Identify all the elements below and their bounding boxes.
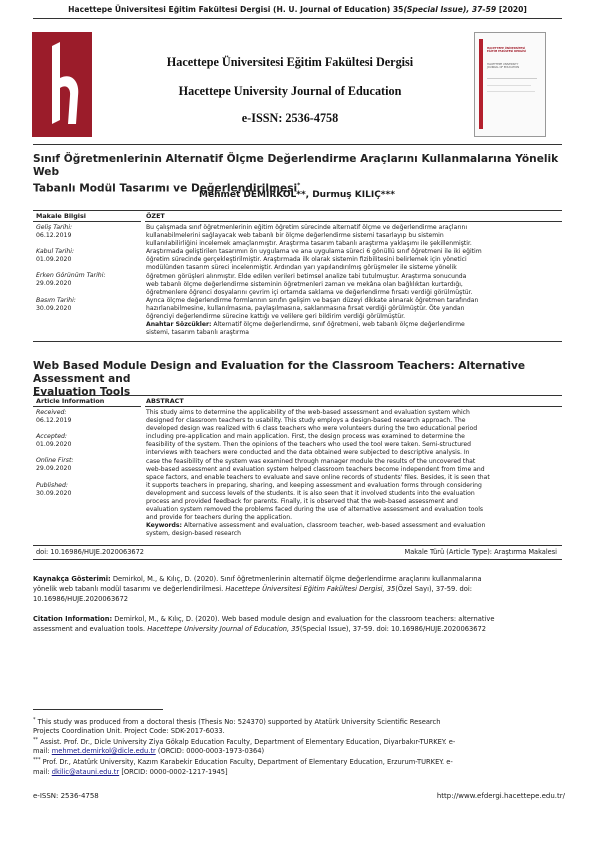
tr-abstract-line: öğretmenlere öğrenci dosyalarını çevrim içi ortamda saklama ve değerlendirme fırsatı verdiği görülmüştür. (146, 288, 473, 296)
en-accepted-label: Accepted: (36, 433, 68, 441)
footer-eissn: e-ISSN: 2536-4758 (33, 792, 99, 800)
tr-received-date: 06.12.2019 (36, 232, 72, 240)
journal-eissn: e-ISSN: 2536-4758 (241, 111, 339, 125)
tr-abstract-line: kullanabilmelerini sağlayacak web tabanlı bir ölçme değerlendirme sistemi tasarlayıp bu sistemin (146, 232, 444, 240)
en-abstract-rule (145, 406, 562, 407)
en-abstract-line: feasibility of the system. Then the opinions of the teachers who used the tool were taken. Semi-structured (146, 441, 472, 449)
en-abstract-line: it supports teachers in preparing, sharing, and keeping assessment and evaluation forms through considering (146, 481, 482, 489)
tr-dates (36, 224, 140, 313)
tr-abstract-line: öğrenciyi değerlendirme sürecine kattığı ve velilere geri bildirim verdiği görülmüştür. (146, 313, 406, 321)
article-title-en (33, 360, 561, 399)
article-title-tr-line2: Tabanlı Modül Tasarımı ve Değerlendirilmesi (33, 182, 298, 195)
tr-abstract-line: Ayrıca ölçme değerlendirme formlarının sınıfın gelişim ve başarı düzeyi dikkate alınarak öğretmen tarafından (146, 296, 479, 304)
tr-online-label: Erken Görünüm Tarihi: (36, 272, 106, 280)
article-type: Makale Türü (Article Type): Araştırma Makalesi (404, 548, 557, 556)
running-header-year: [2020] (498, 5, 527, 14)
tr-abstract-line: web tabanlı ölçme değerlendirme sisteminin öğretmenleri zaman ve mekâna olan bağlılıktan kurtardığı, (146, 280, 463, 288)
citation-tr-line2a: yönelik web tabanlı modül tasarımı ve değerlendirilmesi. (33, 585, 224, 593)
citation-tr-line1: Demirkol, M., & Kılıç, D. (2020). Sınıf öğretmenlerinin alternatif ölçme değerlendirme araçlarını kullanmalarına (112, 575, 482, 583)
en-abstract-line: space factors, and enable teachers to evaluate and save online records of students' files. Besides, it is seen that (146, 473, 490, 481)
tr-abstract-line: öğretmen görüşleri alınmıştır. Elde edilen verileri betimsel analize tabi tutulmuştur. Araştırma sonucunda (146, 272, 467, 280)
citation-tr-line2c: (Özel Sayı), 37-59. doi: (395, 585, 472, 593)
footnote2-orcid: (ORCID: 0000-0003-1973-0364) (157, 747, 265, 756)
footnote3-mail-prefix: mail: (33, 767, 50, 776)
university-logo (32, 32, 92, 137)
author1-email-link[interactable]: mehmet.demirkol@dicle.edu.tr (51, 747, 156, 756)
en-abstract-line: This study aims to determine the applicability of the web-based assessment and evaluation system which (146, 409, 470, 416)
en-dates (36, 409, 140, 498)
tr-abstract-line: modülünden tasarım süreci incelenmiştir. Ardından yarı yapılandırılmış görüşmeler ile sisteme yönelik (146, 264, 457, 272)
en-abstract-body (146, 409, 561, 539)
tr-keywords-label: Anahtar Sözcükler: (146, 321, 212, 329)
tr-published-date: 30.09.2020 (36, 304, 72, 312)
en-received-label: Received: (36, 409, 67, 416)
footnote2-line1: Assist. Prof. Dr., Dicle University Ziya Gökalp Education Faculty, Department of Elementary Education, Diyarbakır-TURKEY. e- (40, 738, 456, 747)
footnote1-line2: Projects Coordination Unit. Project Code: SDK-2017-6033. (33, 727, 225, 736)
tr-info-heading: Makale Bilgisi (36, 212, 86, 220)
en-keywords-line2: system, design-based research (146, 530, 242, 538)
en-abstract-line: evaluation system removed the problems faced during the use of alternative assessment and evaluation tools (146, 506, 484, 514)
footnote1-mark: * (33, 717, 36, 723)
tr-abstract-line: Araştırmada geliştirilen tasarımın ön uygulama ve ana uygulama süreci 6 gönüllü sınıf öğretmeni ile iki eğitim (146, 248, 482, 256)
en-abstract-line: designed for classroom teachers to usability. This study employs a design-based research approach. The (146, 417, 466, 425)
en-online-date: 29.09.2020 (36, 465, 72, 473)
doi-bottom-rule (33, 559, 562, 560)
en-block-top-rule (33, 395, 562, 396)
en-published-label: Published: (36, 481, 68, 489)
tr-accepted-label: Kabul Tarihi: (36, 248, 75, 256)
en-info-heading: Article Information (36, 397, 105, 405)
running-header (40, 5, 555, 14)
en-accepted-date: 01.09.2020 (36, 441, 72, 449)
article-title-tr-line1: Sınıf Öğretmenlerinin Alternatif Ölçme Değerlendirme Araçlarını Kullanmalarına Yönelik Web (33, 153, 559, 178)
footer-url[interactable]: http://www.efdergi.hacettepe.edu.tr/ (436, 792, 565, 800)
journal-title-en: Hacettepe University Journal of Education (178, 84, 402, 98)
tr-keywords-line2: sistemi, tasarım tabanlı araştırma (146, 329, 249, 337)
running-header-special: (Special Issue), 37-59 (403, 5, 497, 14)
tr-block-bottom-rule (33, 341, 562, 342)
en-keywords-line1: Alternative assessment and evaluation, classroom teacher, web-based assessment and evaluation (183, 522, 486, 530)
citation-en-line2a: assessment and evaluation tools. (33, 625, 146, 633)
tr-abstract-rule (145, 221, 562, 222)
tr-abstract-line: kullanılabilirliğini incelemek amaçlanmıştır. Araştırma tasarım tabanlı araştırma yaklaşımı ile şekillenmiştir. (146, 240, 472, 248)
author2-email-link[interactable]: dkilic@atauni.edu.tr (51, 767, 120, 776)
logo-mark-icon (32, 32, 92, 137)
article-title-en-line2: Evaluation Tools (33, 386, 131, 398)
en-abstract-line: case the feasibility of the system was examined through manager module the results of the uncovered that (146, 457, 476, 465)
tr-abstract-body (146, 224, 561, 337)
footnote-rule (33, 709, 163, 710)
footnote3-mark: *** (33, 757, 41, 764)
en-abstract-heading: ABSTRACT (146, 397, 184, 405)
citation-tr-label: Kaynakça Gösterimi: (33, 575, 111, 583)
tr-abstract-heading: ÖZET (146, 212, 165, 220)
tr-keywords-line1: Alternatif ölçme değerlendirme, sınıf öğretmeni, web tabanlı ölçme değerlendirme (213, 321, 465, 329)
en-online-label: Online First: (36, 457, 74, 465)
en-abstract-line: process and provided feedback for parents. Finally, it is observed that the web-based assessment and (146, 498, 458, 506)
en-abstract-line: interviews with teachers were conducted and the data obtained were subjected to descriptive analysis. In (146, 449, 470, 457)
tr-accepted-date: 01.09.2020 (36, 256, 72, 264)
en-info-rule (33, 406, 141, 407)
tr-abstract-line: Bu çalışmada sınıf öğretmenlerinin eğitim öğretim sürecinde alternatif ölçme ve değerlendirme araçlarını (146, 224, 468, 231)
citation-en-line2c: (Special Issue), 37-59. doi: 10.16986/HUJE.2020063672 (299, 625, 487, 633)
tr-abstract-line: öğretim sürecinde gerçekleştirilmiştir. Araştırmada ilk olarak sistemin fizibilitesini belirlemek için yönetici (146, 256, 467, 264)
running-header-prefix: Hacettepe Üniversitesi Eğitim Fakültesi Dergisi (H. U. Journal of Education) 35 (68, 5, 404, 14)
footnote2-mail-prefix: mail: (33, 747, 50, 756)
article-title-footnote-mark: * (297, 182, 301, 189)
citation-en-line1: Demirkol, M., & Kılıç, D. (2020). Web based module design and evaluation for the classroom teachers: alternative (114, 615, 495, 623)
citation-en-journal: Hacettepe University Journal of Education, 35 (147, 625, 300, 633)
doi-text: doi: 10.16986/HUJE.2020063672 (36, 548, 144, 556)
masthead-rule (33, 144, 562, 145)
en-published-date: 30.09.2020 (36, 489, 72, 497)
tr-info-rule (33, 221, 141, 222)
en-received-date: 06.12.2019 (36, 417, 72, 425)
journal-cover-thumbnail (474, 32, 546, 137)
citation-en (33, 614, 561, 634)
en-abstract-line: developed design was realized with 6 class teachers who were volunteers during the two educational period (146, 425, 478, 433)
footnote3-orcid: [ORCID: 0000-0002-1217-1945] (121, 767, 228, 776)
en-abstract-line: and provide for teachers during the application. (146, 514, 293, 522)
tr-abstract-line: hazırlanabilmesine, kullanılmasına, paylaşılmasına, saklanmasına fırsat verdiği görülmüştür. Öte yandan (146, 304, 465, 312)
author-list: Mehmet DEMİRKOL**, Durmuş KILIÇ*** (199, 190, 395, 200)
footnote1-line1: This study was produced from a doctoral thesis (Thesis No: 524370) supported by Atatürk University Scientific Research (37, 718, 441, 727)
tr-published-label: Basım Tarihi: (36, 296, 76, 304)
citation-tr-line3: 10.16986/HUJE.2020063672 (33, 595, 128, 603)
citation-tr-journal: Hacettepe Üniversitesi Eğitim Fakültesi Dergisi, 35 (225, 585, 396, 593)
footnote2-mark: ** (33, 737, 38, 744)
cover-line-1: HACETTEPE ÜNİVERSİTESİ (487, 47, 526, 50)
citation-en-label: Citation Information: (33, 615, 113, 623)
journal-title-tr: Hacettepe Üniversitesi Eğitim Fakültesi Dergisi (166, 55, 414, 69)
tr-block-top-rule (33, 210, 562, 211)
article-title-en-line1: Web Based Module Design and Evaluation for the Classroom Teachers: Alternative Assessment and (33, 360, 526, 385)
cover-line-3: HACETTEPE UNIVERSITY (487, 63, 519, 66)
citation-tr (33, 574, 561, 604)
header-rule (33, 18, 562, 19)
tr-received-label: Geliş Tarihi: (36, 224, 73, 231)
footnote3-line1: Prof. Dr., Atatürk University, Kazım Karabekir Education Faculty, Department of Elementary Education, Erzurum-TURKEY. e- (42, 758, 453, 767)
en-block-bottom-rule (33, 545, 562, 546)
en-abstract-line: development and success levels of the students. It is also seen that it involved students into the evaluation (146, 489, 475, 497)
cover-line-4: JOURNAL OF EDUCATION (487, 66, 520, 70)
tr-online-date: 29.09.2020 (36, 280, 72, 288)
en-abstract-line: including pre-application and main application. First, the design process was examined to determine the (146, 433, 465, 441)
footnotes (33, 716, 563, 777)
en-keywords-label: Keywords: (146, 522, 182, 530)
cover-line-2: EĞİTİM FAKÜLTESİ DERGİSİ (487, 50, 526, 54)
en-abstract-line: web-based assessment and evaluation system helped classroom teachers become independent from time and (146, 465, 485, 473)
